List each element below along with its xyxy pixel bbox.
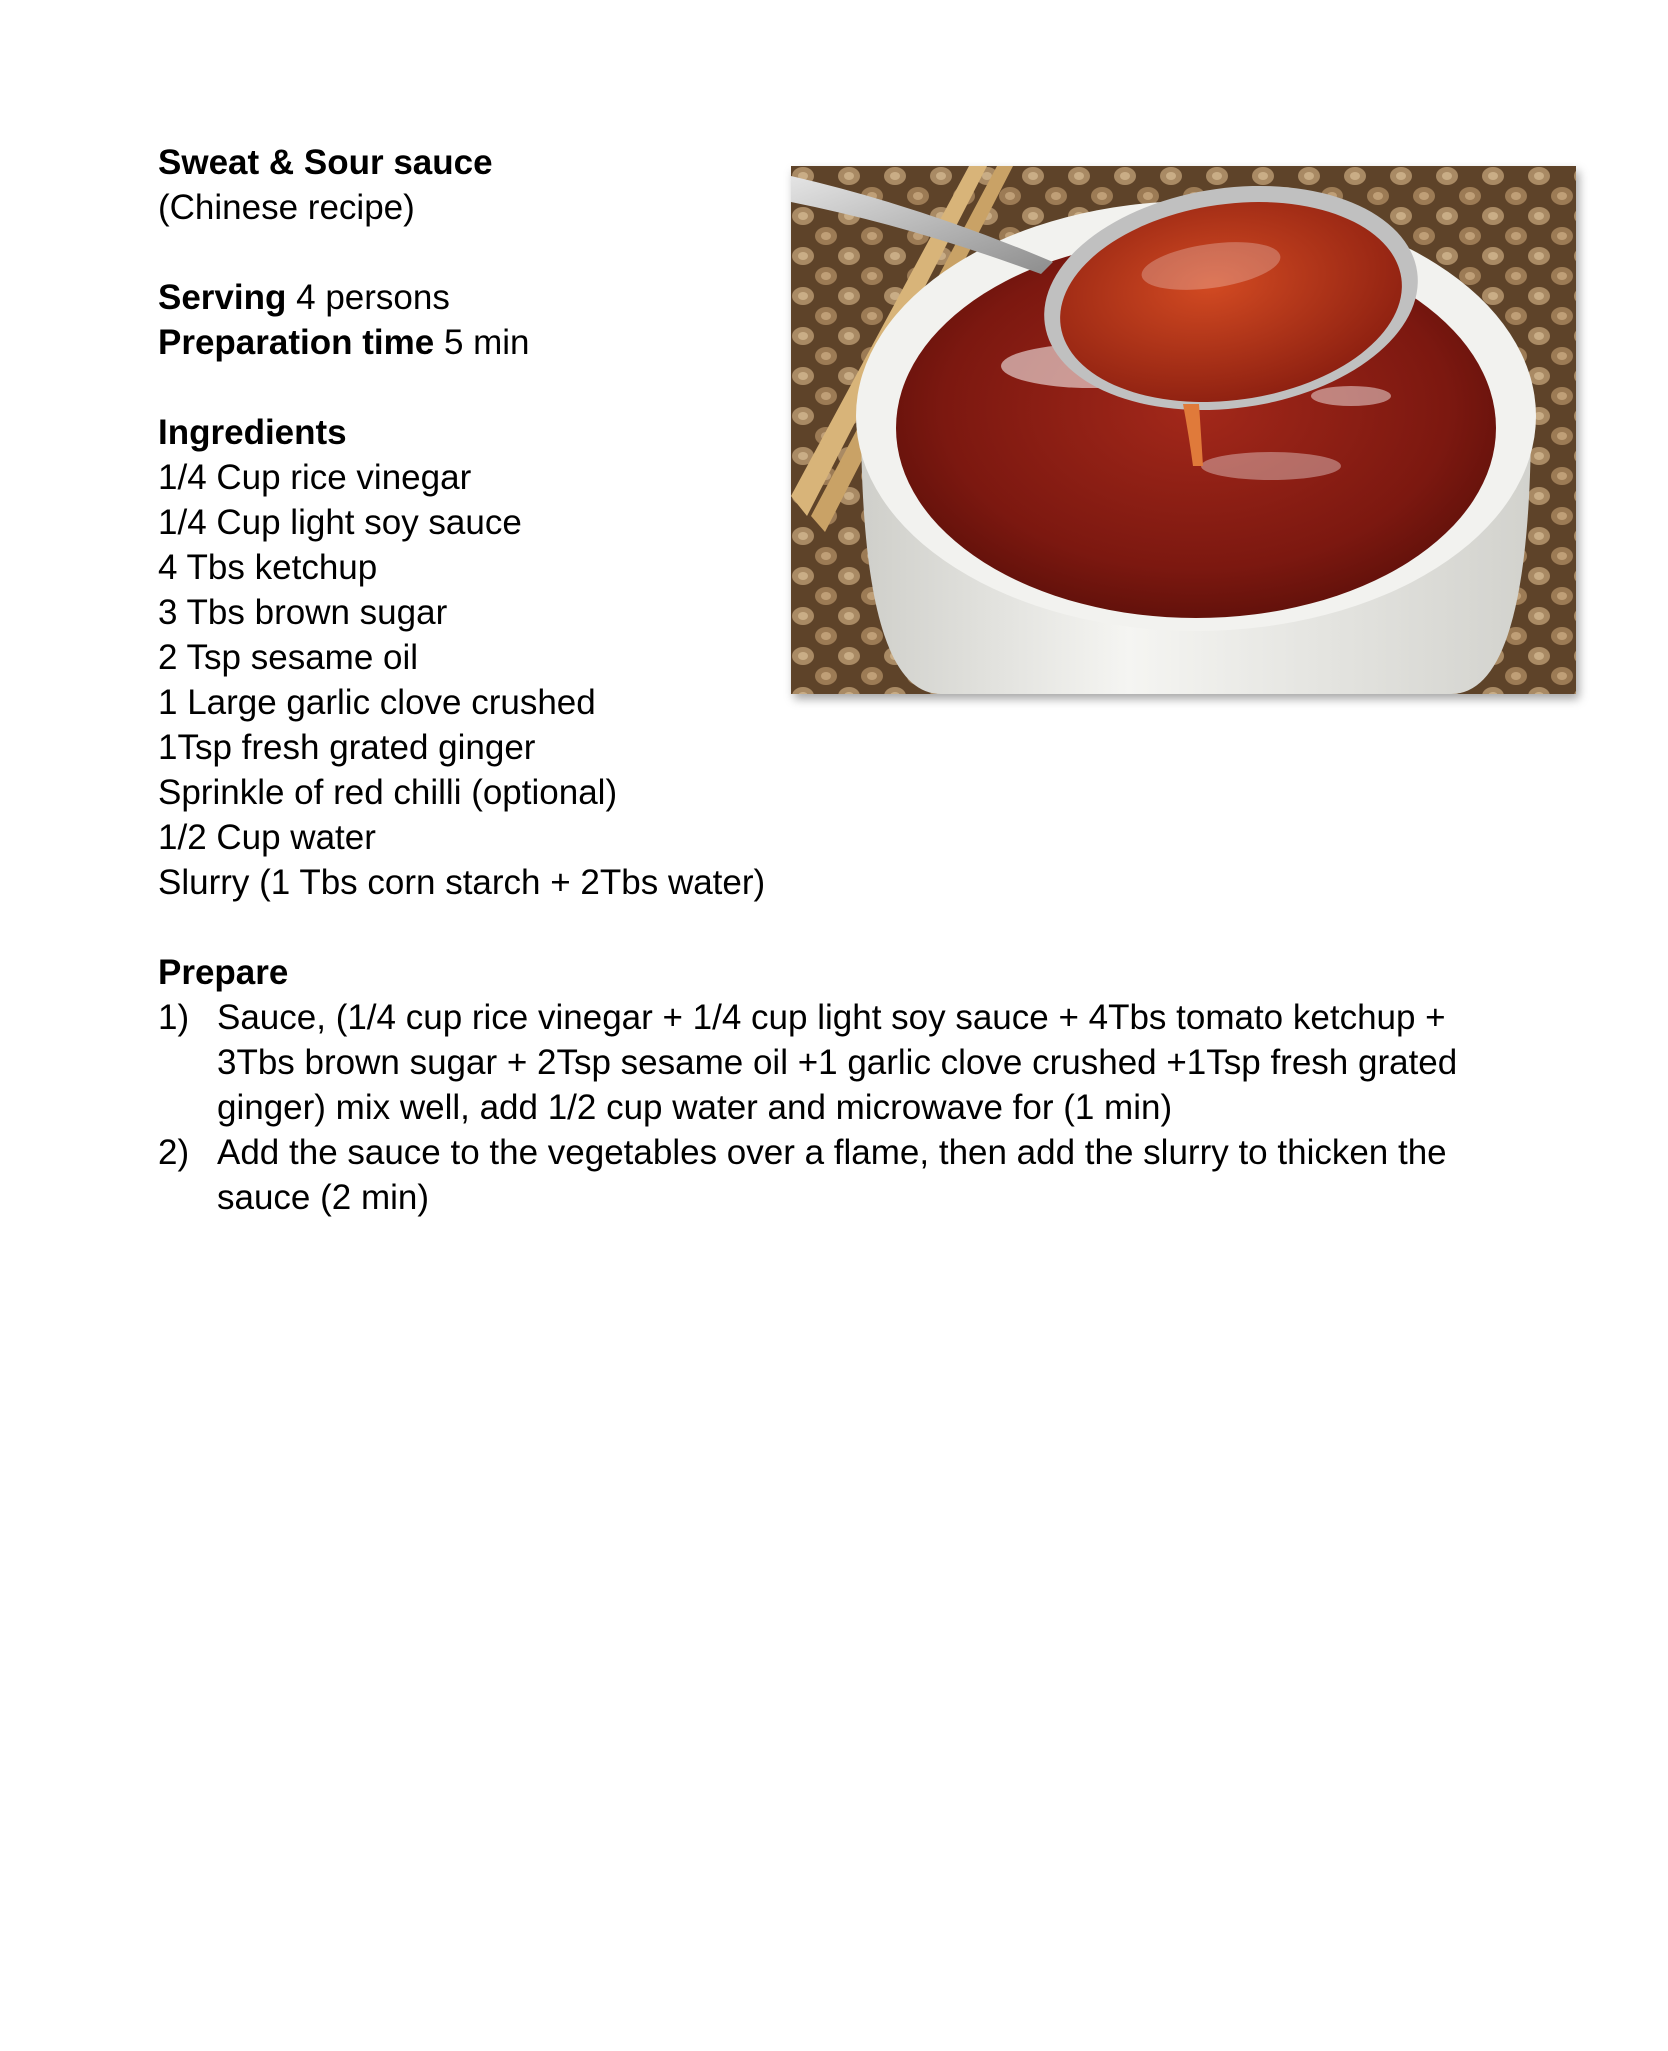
ingredients-heading: Ingredients [158, 413, 347, 452]
ingredient-item: Slurry (1 Tbs corn starch + 2Tbs water) [158, 863, 766, 902]
serving-value: 4 persons [296, 278, 450, 317]
prepare-heading: Prepare [158, 953, 289, 992]
prepare-step [158, 995, 1518, 1130]
prepare-steps [158, 995, 1518, 1220]
ingredient-item: 1/4 Cup light soy sauce [158, 503, 522, 542]
ingredient-item: 3 Tbs brown sugar [158, 593, 448, 632]
recipe-title: Sweat & Sour sauce [158, 143, 493, 182]
ingredient-item: 1/4 Cup rice vinegar [158, 458, 472, 497]
ingredient-item: 1/2 Cup water [158, 818, 376, 857]
ingredient-item: 1Tsp fresh grated ginger [158, 728, 536, 767]
prep-time-label: Preparation time [158, 323, 435, 362]
prep-time-value: 5 min [443, 323, 530, 362]
step-number: 1) [158, 998, 190, 1037]
serving-label: Serving [158, 278, 287, 317]
prepare-step [158, 1130, 1518, 1220]
step-text: Sauce, (1/4 cup rice vinegar + 1/4 cup light soy sauce + 4Tbs tomato ketchup + 3Tbs brown sugar + 2Tsp sesame oil +1 garlic clove crushed +1Tsp fresh grated ginger) mix well, add 1/2 cup water and microwave for (1 min) [217, 998, 1458, 1127]
step-number: 2) [158, 1133, 190, 1172]
ingredient-item: 1 Large garlic clove crushed [158, 683, 596, 722]
step-text: Add the sauce to the vegetables over a flame, then add the slurry to thicken the sauce (2 min) [217, 1133, 1447, 1217]
ingredient-item: Sprinkle of red chilli (optional) [158, 773, 618, 812]
sauce-photo [791, 166, 1576, 694]
ingredient-item: 4 Tbs ketchup [158, 548, 378, 587]
ingredient-item: 2 Tsp sesame oil [158, 638, 419, 677]
sauce-photo-illustration [791, 166, 1576, 694]
recipe-subtitle: (Chinese recipe) [158, 188, 415, 227]
